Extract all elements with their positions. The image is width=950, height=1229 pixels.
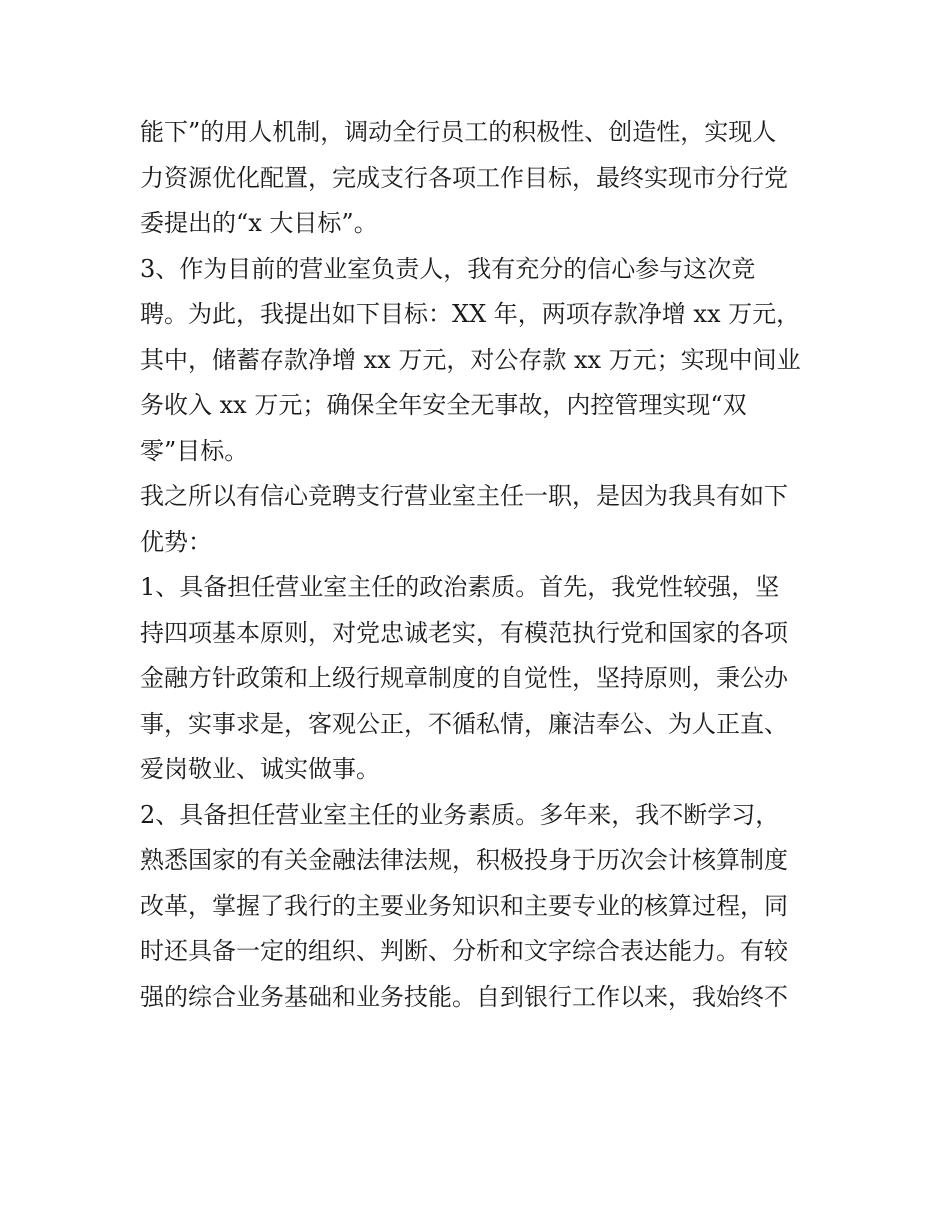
text-line: 优势： bbox=[140, 527, 212, 556]
text-line: 委提出的“x 大目标”。 bbox=[140, 209, 378, 237]
text-line: 强的综合业务基础和业务技能。自到银行工作以来，我始终不 bbox=[140, 982, 788, 1011]
text-line: 3、作为目前的营业室负责人，我有充分的信心参与这次竞 bbox=[140, 254, 756, 283]
text-line: 1、具备担任营业室主任的政治素质。首先，我党性较强，坚 bbox=[140, 573, 780, 601]
text-line: 爱岗敬业、诚实做事。 bbox=[140, 755, 380, 783]
text-line: 力资源优化配置，完成支行各项工作目标，最终实现市分行党 bbox=[140, 163, 788, 192]
text-line: 改革，掌握了我行的主要业务知识和主要专业的核算过程，同 bbox=[140, 891, 788, 920]
text-line: 我之所以有信心竞聘支行营业室主任一职，是因为我具有如下 bbox=[140, 482, 788, 510]
text-line: 熟悉国家的有关金融法律法规，积极投身于历次会计核算制度 bbox=[140, 846, 788, 874]
text-line: 其中，储蓄存款净增 xx 万元，对公存款 xx 万元；实现中间业 bbox=[140, 345, 801, 374]
text-line: 聘。为此，我提出如下目标：XX 年，两项存款净增 xx 万元， bbox=[140, 300, 801, 328]
text-line: 零”目标。 bbox=[140, 436, 249, 465]
document-body bbox=[140, 110, 820, 1020]
text-line: 能下”的用人机制，调动全行员工的积极性、创造性，实现人 bbox=[140, 118, 777, 146]
text-line: 持四项基本原则，对党忠诚老实，有模范执行党和国家的各项 bbox=[140, 618, 788, 647]
text-line: 金融方针政策和上级行规章制度的自觉性，坚持原则，秉公办 bbox=[140, 664, 788, 692]
text-line: 时还具备一定的组织、判断、分析和文字综合表达能力。有较 bbox=[140, 937, 788, 965]
text-line: 2、具备担任营业室主任的业务素质。多年来，我不断学习， bbox=[140, 800, 780, 829]
text-line: 务收入 xx 万元；确保全年安全无事故，内控管理实现“双 bbox=[140, 391, 747, 419]
text-line: 事，实事求是，客观公正，不循私情，廉洁奉公、为人正直、 bbox=[140, 709, 788, 738]
